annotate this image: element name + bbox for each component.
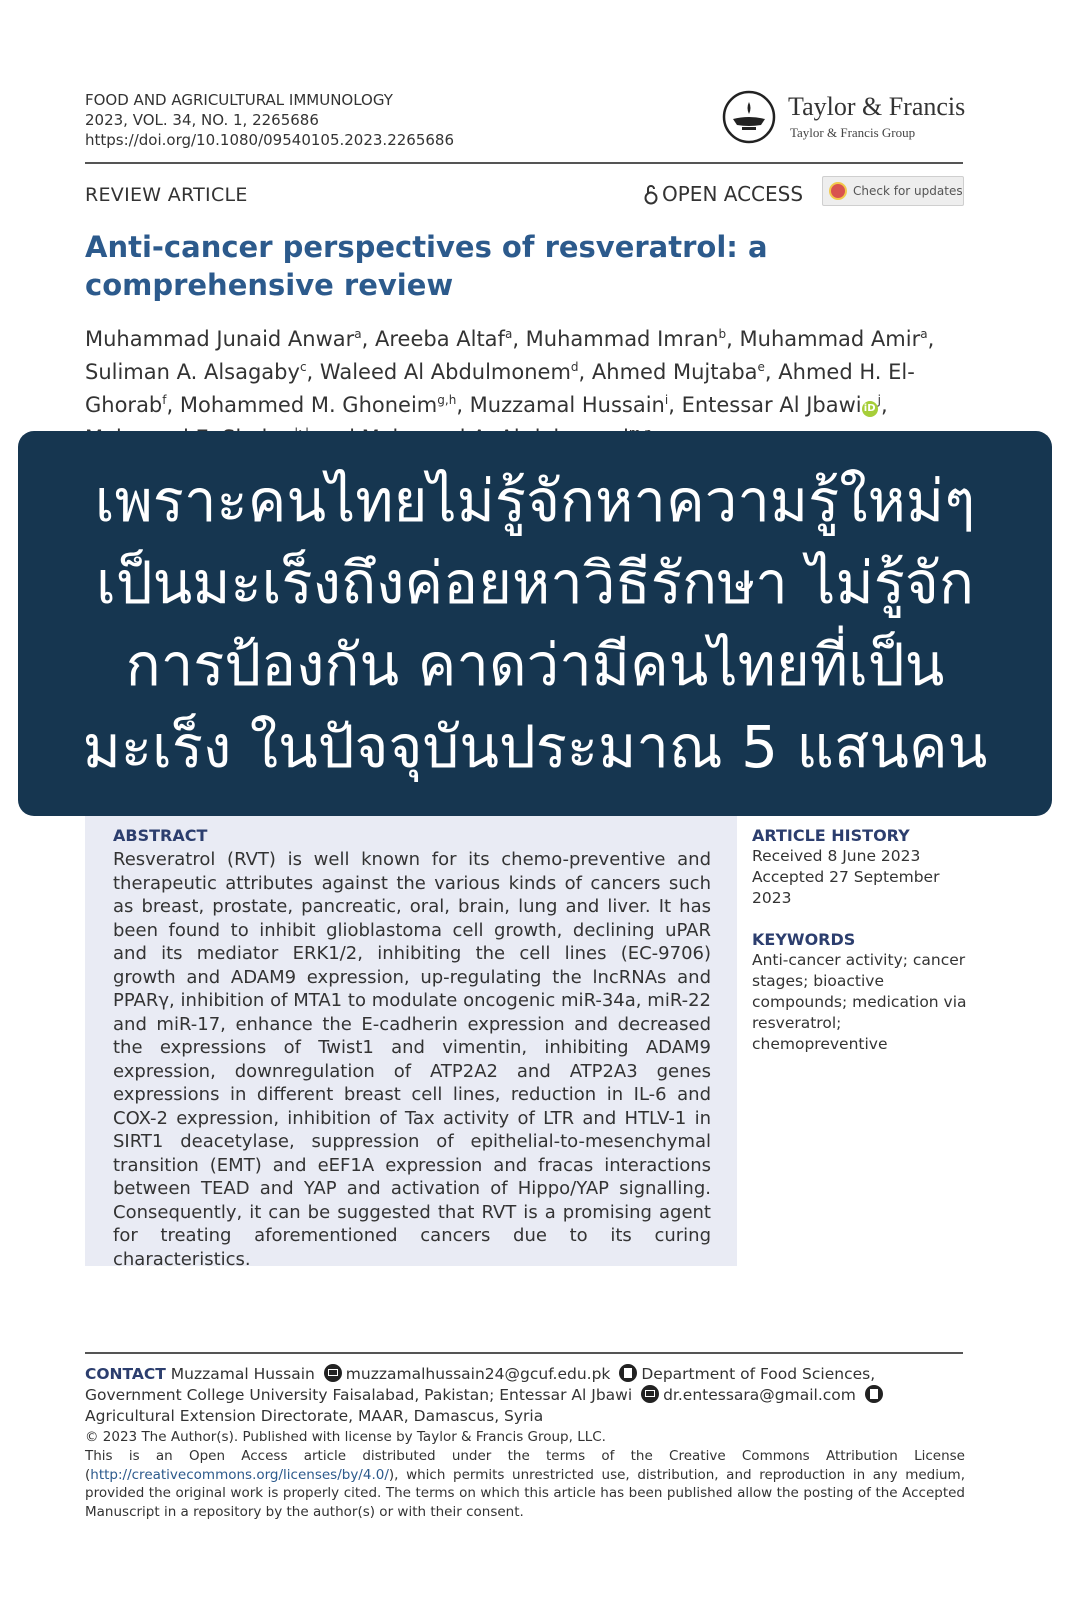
crossmark-icon <box>829 182 847 200</box>
author-name: Muhammad Junaid Anwar <box>85 327 355 351</box>
author-name: Waleed Al Abdulmonem <box>319 360 571 384</box>
contact-address-1: Department of Food Sciences, Government College University Faisalabad, Pakistan; <box>85 1365 876 1404</box>
article-history-heading: ARTICLE HISTORY <box>752 826 910 845</box>
license-text-before: This is an Open Access article distributed under the terms of the Creative Commons Attribution License ( <box>85 1448 965 1483</box>
publisher-group: Taylor & Francis Group <box>790 125 916 140</box>
contact-name-1: Muzzamal Hussain <box>170 1365 315 1383</box>
address-icon <box>619 1364 637 1382</box>
check-for-updates-button[interactable] <box>822 176 964 206</box>
accepted-date: Accepted 27 September 2023 <box>752 868 940 907</box>
author-affiliation: c <box>299 360 307 374</box>
contact-email-1[interactable]: muzzamalhussain24@gcuf.edu.pk <box>345 1365 611 1383</box>
author-name: Mohammed M. Ghoneim <box>179 393 438 417</box>
contact-email-2[interactable]: dr.entessara@gmail.com <box>663 1386 856 1404</box>
author-affiliation: j <box>877 393 881 407</box>
keywords-heading: KEYWORDS <box>752 930 856 949</box>
journal-volume: 2023, VOL. 34, NO. 1, 2265686 <box>85 111 319 129</box>
taylor-francis-logo-icon <box>722 90 776 144</box>
orcid-icon[interactable]: iD <box>862 401 878 417</box>
copyright-notice: © 2023 The Author(s). Published with license by Taylor & Francis Group, LLC. <box>85 1429 606 1445</box>
author-name: Muhammad Amir <box>739 327 921 351</box>
contact-label: CONTACT <box>85 1365 166 1383</box>
license-text-after: ), which permits unrestricted use, distribution, and reproduction in any medium, provided the original work is properly cited. The terms on which this article has been published allow the posting of the Accepted Manuscript in a repository by the author(s) or with their consent. <box>85 1466 965 1520</box>
author-affiliation: i <box>664 393 669 407</box>
address-icon <box>865 1385 883 1403</box>
article-history <box>752 846 972 909</box>
contact-name-2: Entessar Al Jbawi <box>499 1386 633 1404</box>
email-icon <box>641 1385 659 1403</box>
author-name: Muhammad Imran <box>525 327 719 351</box>
overlay-line: เพราะคนไทยไม่รู้จักหาความรู้ใหม่ๆ <box>94 466 976 535</box>
header-divider <box>85 162 963 164</box>
author-affiliation: g,h <box>437 393 457 407</box>
abstract-heading: ABSTRACT <box>113 826 208 845</box>
publisher-name: Taylor & Francis <box>788 92 966 121</box>
received-date: Received 8 June 2023 <box>752 847 921 865</box>
overlay-line: การป้องกัน คาดว่ามีคนไทยที่เป็น <box>125 630 945 699</box>
journal-doi[interactable]: https://doi.org/10.1080/09540105.2023.2265686 <box>85 131 455 149</box>
author-name: Muzzamal Hussain <box>469 393 665 417</box>
publisher-logo-block <box>722 90 966 150</box>
author-affiliation: b <box>718 327 727 341</box>
author-name: Ahmed H. El-Ghorab <box>85 360 915 417</box>
license-link[interactable]: http://creativecommons.org/licenses/by/4.0/ <box>90 1466 389 1483</box>
article-type: REVIEW ARTICLE <box>85 184 248 206</box>
contact-block <box>85 1364 965 1427</box>
open-access-label: OPEN ACCESS <box>662 182 804 206</box>
article-title: Anti-cancer perspectives of resveratrol: a comprehensive review <box>85 230 768 302</box>
abstract-text: Resveratrol (RVT) is well known for its chemo-preventive and therapeutic attributes against the various kinds of cancers such as breast, prostate, pancreatic, oral, brain, lung and liver. It has been found to inhibit glioblastoma cell growth, declining uPAR and its mediator ERK1/2, inhibiting the cell lines (EC-9706) growth and ADAM9 expression, up-regulating the lncRNAs and PPARγ, inhibition of MTA1 to modulate oncogenic miR-34a, miR-22 and miR-17, enhance the E-cadherin expression and decreased the expressions of Twist1 and vimentin, inhibiting ADAM9 expression, downregulation of ATP2A2 and ATP2A3 genes expressions in different breast cell lines, reduction in IL-6 and COX-2 expression, inhibition of Tax activity of LTR and HTLV-1 in SIRT1 deacetylase, suppression of epithelial-to-mesenchymal transition (EMT) and eEF1A expression and fracas interactions between TEAD and YAP and activation of Hippo/YAP signalling. Consequently, it can be suggested that RVT is a promising agent for treating aforementioned cancers due to its curing characteristics. <box>113 849 711 1270</box>
footer-divider <box>85 1352 963 1354</box>
email-icon <box>324 1364 342 1382</box>
author-name: Entessar Al Jbawi <box>681 393 862 417</box>
author-name: Ahmed Mujtaba <box>591 360 758 384</box>
overlay-line: มะเร็ง ในปัจจุบันประมาณ 5 แสนคน <box>82 712 988 781</box>
author-affiliation: a <box>504 327 513 341</box>
check-updates-label: Check for updates <box>853 184 963 198</box>
license-notice <box>85 1447 965 1521</box>
journal-info <box>85 90 454 150</box>
open-access-badge <box>644 182 803 206</box>
author-affiliation: a <box>354 327 362 341</box>
contact-address-2: Agricultural Extension Directorate, MAAR, Damascus, Syria <box>85 1407 544 1425</box>
author-name: Areeba Altaf <box>375 327 505 351</box>
author-affiliation: f <box>162 393 167 407</box>
author-affiliation: a <box>920 327 928 341</box>
author-name: Suliman A. Alsagaby <box>85 360 300 384</box>
thai-caption-overlay <box>18 431 1052 816</box>
overlay-line: เป็นมะเร็งถึงค่อยหาวิธีรักษา ไม่รู้จัก <box>96 548 974 617</box>
journal-name: FOOD AND AGRICULTURAL IMMUNOLOGY <box>85 91 393 109</box>
keywords-text: Anti-cancer activity; cancer stages; bioactive compounds; medication via resveratrol; chemopreventive <box>752 951 967 1053</box>
author-affiliation: d <box>570 360 579 374</box>
author-affiliation: e <box>757 360 765 374</box>
overlay-text <box>83 460 988 788</box>
open-lock-icon <box>644 183 658 205</box>
author-list: Muhammad Junaid Anwar$^a$, Areeba Altaf$^a$, Muhammad Imran$^b$, Muhammad Amir$^a$, Suliman A. Alsagaby$^c$, Waleed Al Abdulmonem$^d$, Ahmed Mujtaba$^e$, Ahmed H. El-Ghorab$^f$, Mohammed M. Ghoneim$^{g,h}$, Muzzamal Hussain$^i$, Entessar Al Jbawi $iD^j$, <box>85 320 965 452</box>
